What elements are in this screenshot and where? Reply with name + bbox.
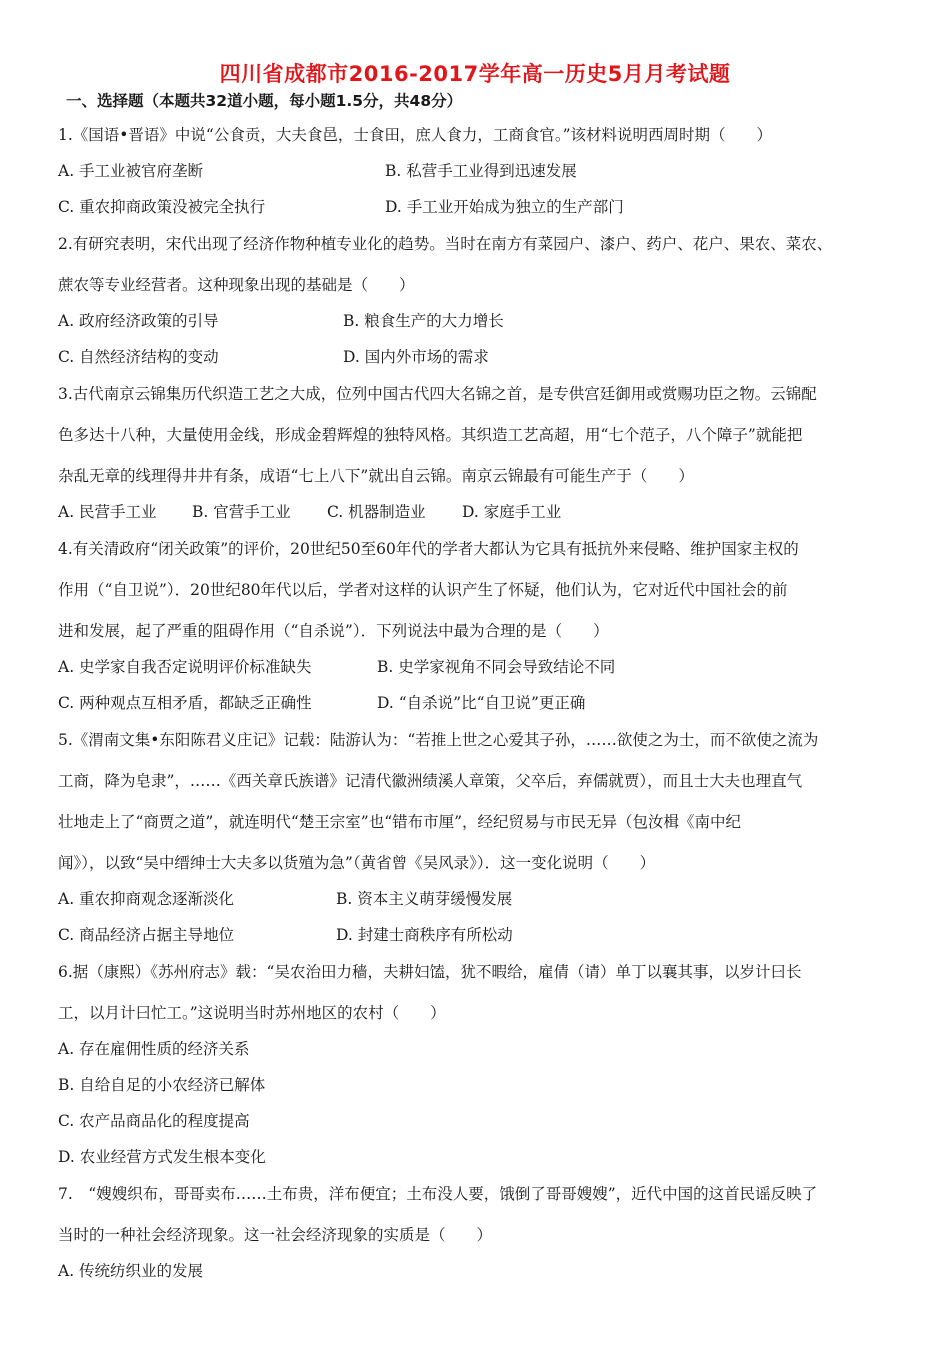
question-6-option-d: D. 农业经营方式发生根本变化 [58,1148,266,1166]
question-5-stem-line: 工商，降为皂隶”，……《西关章氏族谱》记清代徽洲绩溪人章策，父卒后，弃儒就贾），而且士大夫也理直气 [58,772,803,790]
question-5-option-d: D. 封建士商秩序有所松动 [336,926,513,944]
question-6-option-b: B. 自给自足的小农经济已解体 [58,1076,266,1094]
question-6-option-a: A. 存在雇佣性质的经济关系 [58,1040,250,1058]
question-7-stem-line: 当时的一种社会经济现象。这一社会经济现象的实质是（ ） [58,1226,493,1244]
question-3-option-c: C. 机器制造业 [327,503,426,521]
question-6-stem-line: 工，以月计曰忙工。”这说明当时苏州地区的农村（ ） [58,1004,446,1022]
page-title: 四川省成都市2016-2017学年高一历史5月月考试题 [219,62,731,86]
question-5-option-a: A. 重农抑商观念逐渐淡化 [58,890,235,908]
question-4-option-a: A. 史学家自我否定说明评价标准缺失 [58,658,312,676]
question-4-option-b: B. 史学家视角不同会导致结论不同 [377,658,616,676]
question-2-option-a: A. 政府经济政策的引导 [58,312,219,330]
question-7-option-a: A. 传统纺织业的发展 [58,1262,204,1280]
question-1-option-b: B. 私营手工业得到迅速发展 [385,162,577,180]
question-3-stem-line: 色多达十八种，大量使用金线，形成金碧辉煌的独特风格。其织造工艺高超，用“七个范子，八个障子”就能把 [58,426,803,444]
question-2-option-d: D. 国内外市场的需求 [343,348,489,366]
question-1-stem-line: 1.《国语•晋语》中说“公食贡，大夫食邑，士食田，庶人食力，工商食官。”该材料说明西周时期（ ） [58,126,773,144]
question-3-option-b: B. 官营手工业 [192,503,291,521]
question-5-option-b: B. 资本主义萌芽缓慢发展 [336,890,513,908]
question-4-stem-line: 4.有关清政府“闭关政策”的评价，20世纪50至60年代的学者大都认为它具有抵抗外来侵略、维护国家主权的 [58,540,799,558]
question-3-option-d: D. 家庭手工业 [462,503,562,521]
question-1-option-a: A. 手工业被官府垄断 [58,162,204,180]
question-2-option-b: B. 粮食生产的大力增长 [343,312,504,330]
question-7-stem-line: 7. “嫂嫂织布，哥哥卖布……土布贵，洋布便宜；土布没人要，饿倒了哥哥嫂嫂”，近代中国的这首民谣反映了 [58,1185,818,1203]
question-3-stem-line: 3.古代南京云锦集历代织造工艺之大成，位列中国古代四大名锦之首，是专供宫廷御用或赏赐功臣之物。云锦配 [58,385,817,403]
question-6-stem-line: 6.据（康熙）《苏州府志》载：“吴农治田力穑，夫耕妇馌，犹不暇给，雇倩（请）单丁以襄其事，以岁计曰长 [58,963,802,981]
question-4-option-d: D. “自杀说”比“自卫说”更正确 [377,694,586,712]
question-5-stem-line: 闻》），以致“吴中缙绅士大夫多以货殖为急”（黄省曾《吴风录》）．这一变化说明（ ） [58,854,656,872]
question-1-option-c: C. 重农抑商政策没被完全执行 [58,198,266,216]
question-5-option-c: C. 商品经济占据主导地位 [58,926,235,944]
question-1-option-d: D. 手工业开始成为独立的生产部门 [385,198,624,216]
question-4-option-c: C. 两种观点互相矛盾，都缺乏正确性 [58,694,312,712]
section-heading: 一、选择题（本题共32道小题，每小题1.5分，共48分） [66,92,463,110]
question-3-option-a: A. 民营手工业 [58,503,157,521]
question-5-stem-line: 5.《渭南文集•东阳陈君义庄记》记载：陆游认为：“若推上世之心爱其子孙，……欲使之为士，而不欲使之流为 [58,731,819,749]
question-6-option-c: C. 农产品商品化的程度提高 [58,1112,250,1130]
question-5-stem-line: 壮地走上了“商贾之道”，就连明代“楚王宗室”也“错布市厘”，经纪贸易与市民无异（包汝楫《南中纪 [58,813,742,831]
question-3-stem-line: 杂乱无章的线理得井井有条，成语“七上八下”就出自云锦。南京云锦最有可能生产于（ ） [58,467,694,485]
question-4-stem-line: 作用（“自卫说”）．20世纪80年代以后，学者对这样的认识产生了怀疑，他们认为，它对近代中国社会的前 [58,581,788,599]
question-2-stem-line: 2.有研究表明，宋代出现了经济作物种植专业化的趋势。当时在南方有菜园户、漆户、药户、花户、果农、菜农、 [58,235,833,253]
question-2-option-c: C. 自然经济结构的变动 [58,348,219,366]
question-4-stem-line: 进和发展，起了严重的阻碍作用（“自杀说”）．下列说法中最为合理的是（ ） [58,622,609,640]
question-2-stem-line: 蔗农等专业经营者。这种现象出现的基础是（ ） [58,276,415,294]
